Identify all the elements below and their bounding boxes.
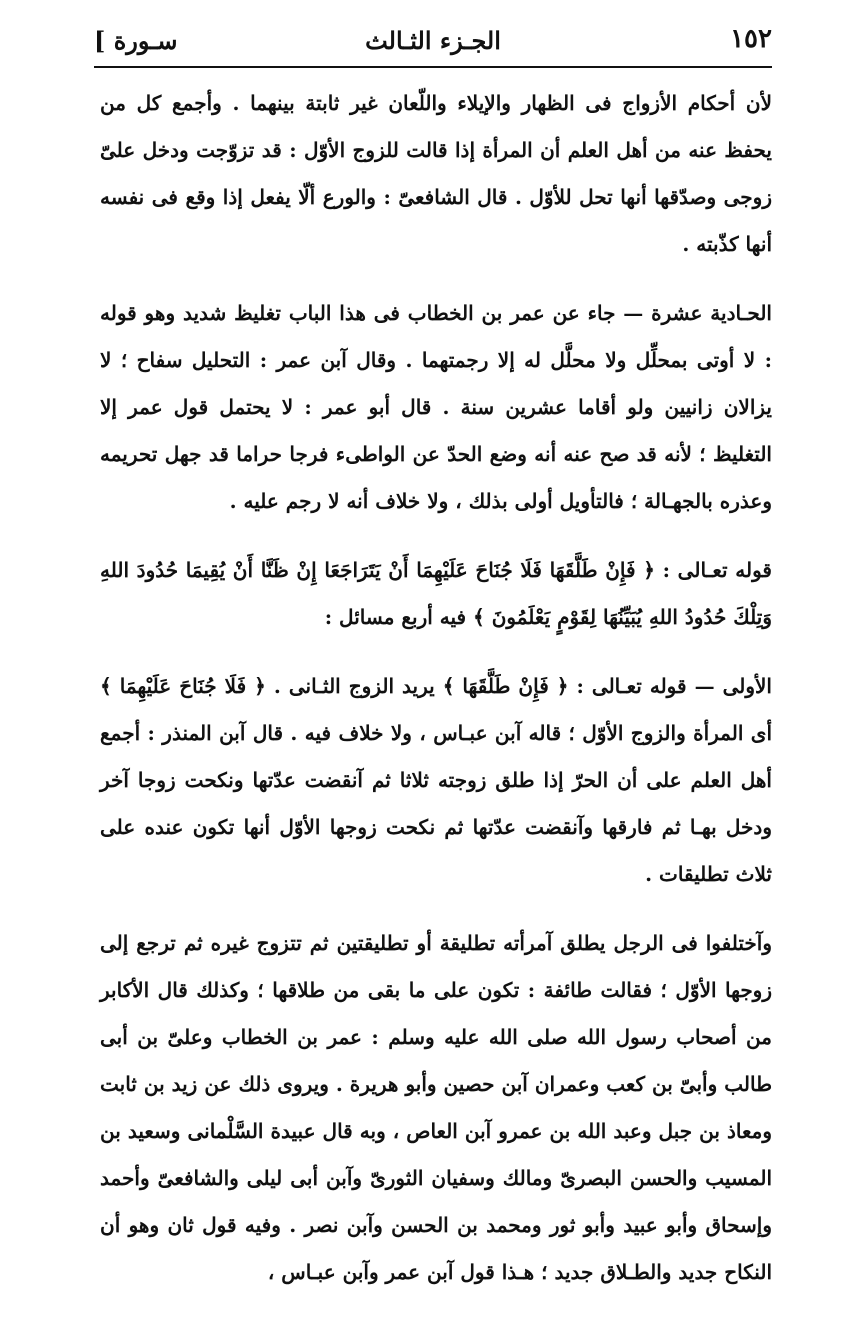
- paragraph-eleventh-issue: الحـادية عشرة — جاء عن عمر بن الخطاب فى هذا الباب تغليظ شديد وهو قوله : لا أوتى بمحلِّل ولا محلَّل له إلا رجمتهما . وقال آبن عمر : التحليل سفاح ؛ لا يزالان زانيين ولو أقاما عشرين سنة . قال أبو عمر : لا يحتمل قول عمر إلا التغليظ ؛ لأنه قد صح عنه أنه وضع الحدّ عن الواطىء فرجا حراما قد جهل تحريمه وعذره بالجهـالة ؛ فالتأويل أولى بذلك ، ولا خلاف أنه لا رجم عليه .: [100, 301, 772, 513]
- page-header: [94, 18, 772, 66]
- part-title: الجـزء الثـالث: [365, 26, 501, 55]
- page-number: ١٥٢: [730, 24, 772, 54]
- paragraph-first-issue: الأولى — قوله تعـالى : ﴿ فَإِنْ طَلَّقَهَا ﴾ يريد الزوج الثـانى . ﴿ فَلَا جُنَاحَ عَلَيْهِمَا ﴾ أى المرأة والزوج الأوّل ؛ قاله آبن عبـاس ، ولا خلاف فيه . قال آبن المنذر : أجمع أهل العلم على أن الحرّ إذا طلق زوجته ثلاثا ثم آنقضت عدّتها ونكحت زوجا آخر ودخل بهـا ثم فارقها وآنقضت عدّتها ثم نكحت زوجها الأوّل أنها تكون عنده على ثلاث تطليقات .: [100, 674, 772, 886]
- paragraph-verse-quote: قوله تعـالى : ﴿ فَإِنْ طَلَّقَهَا فَلَا جُنَاحَ عَلَيْهِمَا أَنْ يَتَرَاجَعَا إِنْ ظَنَّا أَنْ يُقِيمَا حُدُودَ اللهِ وَتِلْكَ حُدُودُ اللهِ يُبَيِّنُهَا لِقَوْمٍ يَعْلَمُونَ ﴾ فيه أربع مسائل :: [100, 558, 772, 629]
- paragraph-disagreement: وآختلفوا فى الرجل يطلق آمرأته تطليقة أو تطليقتين ثم تتزوج غيره ثم ترجع إلى زوجها الأوّل ؛ فقالت طائفة : تكون على ما بقى من طلاقها ؛ وكذلك قال الأكابر من أصحاب رسول الله صلى الله عليه وسلم : عمر بن الخطاب وعلىّ بن أبى طالب وأبىّ بن كعب وعمران آبن حصين وأبو هريرة . ويروى ذلك عن زيد بن ثابت ومعاذ بن جبل وعبد الله بن عمرو آبن العاص ، وبه قال عبيدة السَّلْمانى وسعيد بن المسيب والحسن البصرىّ ومالك وسفيان الثورىّ وآبن أبى ليلى والشافعىّ وأحمد وإسحاق وأبو عبيد وأبو ثور ومحمد بن الحسن وآبن نصر . وفيه قول ثان وهو أن النكاح جديد والطـلاق جديد ؛ هـذا قول آبن عمر وآبن عبـاس ،: [100, 931, 772, 1284]
- surah-label: [ سـورة: [94, 26, 178, 55]
- header-rule: [94, 66, 772, 68]
- page-body: [100, 80, 772, 1318]
- paragraph-ruling-intro: لأن أحكام الأزواج فى الظهار والإيلاء واللّعان غير ثابتة بينهما . وأجمع كل من يحفظ عنه من أهل العلم أن المرأة إذا قالت للزوج الأوّل : قد تزوّجت ودخل علىّ زوجى وصدّقها أنها تحل للأوّل . قال الشافعىّ : والورع ألّا يفعل إذا وقع فى نفسه أنها كذّبته .: [100, 91, 772, 256]
